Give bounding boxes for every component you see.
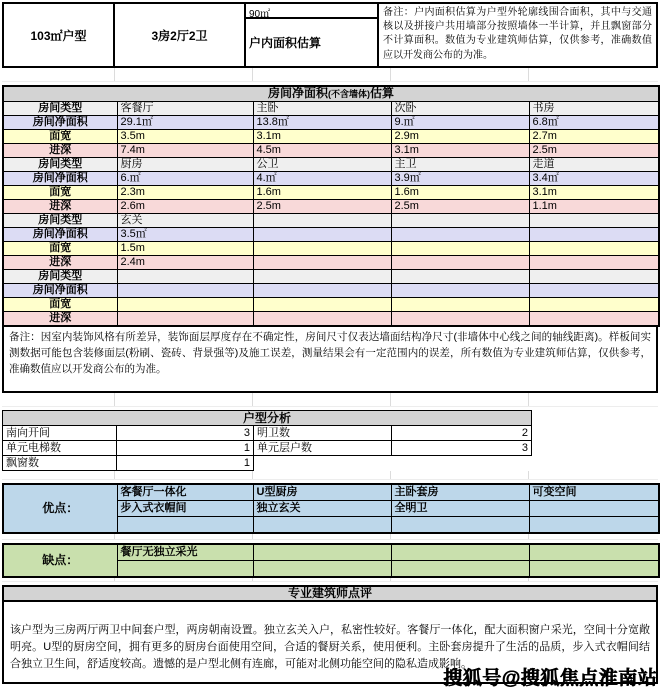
grid-gap	[2, 68, 658, 82]
analysis-label: 明卫数	[254, 426, 392, 441]
analysis-label: 飘窗数	[3, 456, 117, 471]
analysis-value: 3	[392, 441, 532, 456]
cell-depth	[529, 256, 659, 270]
cell-width: 2.3m	[117, 186, 253, 200]
gridline-vertical	[390, 393, 391, 406]
cell-room-type	[253, 270, 391, 284]
empty-cell	[254, 456, 392, 471]
cons-item	[253, 544, 391, 561]
row-label: 面宽	[3, 186, 117, 200]
gridline-vertical	[528, 578, 529, 581]
empty-cell	[392, 456, 532, 471]
cell-depth: 2.5m	[253, 200, 391, 214]
cell-depth: 2.6m	[117, 200, 253, 214]
cell-width: 2.9m	[391, 130, 529, 144]
gridline-vertical	[114, 471, 115, 479]
cell-net-area: 3.5㎡	[117, 228, 253, 242]
pros-item: 步入式衣帽间	[117, 501, 253, 517]
cell-room-type: 主卫	[391, 158, 529, 172]
cell-room-type: 客餐厅	[117, 102, 253, 116]
cell-width	[391, 242, 529, 256]
cell-room-type	[117, 270, 253, 284]
cell-width: 2.7m	[529, 130, 659, 144]
analysis-label: 南向开间	[3, 426, 117, 441]
gridline-vertical	[528, 471, 529, 479]
cell-net-area	[253, 228, 391, 242]
cell-depth: 7.4m	[117, 144, 253, 158]
measurement-note: 备注：因室内装饰风格有所差异，装饰面层厚度存在不确定性，房间尺寸仅表达墙面结构净尺寸(非墙体中心线之间的轴线距离)。样板间实测数据可能包含装修面层(粉刷、瓷砖、背景强等)及施工误差，测量结果会有一定范围内的误差，所有数值为专业建筑师估算，仅供参考，准确数值应以开发商公布的为准。	[2, 325, 658, 393]
cell-room-type	[391, 214, 529, 228]
watermark: 搜狐号@搜狐焦点淮南站	[442, 668, 657, 689]
analysis-value: 1	[117, 456, 254, 471]
gridline-vertical	[252, 471, 253, 479]
cell-net-area	[391, 228, 529, 242]
cell-width: 1.5m	[117, 242, 253, 256]
cell-room-type: 公卫	[253, 158, 391, 172]
grid-gap	[2, 471, 658, 480]
pros-item	[253, 517, 391, 534]
pros-item	[529, 501, 659, 517]
cons-label: 缺点：	[3, 544, 117, 577]
cell-room-type	[529, 214, 659, 228]
cell-depth	[391, 312, 529, 327]
analysis-label: 单元层户数	[254, 441, 392, 456]
cell-depth	[253, 256, 391, 270]
area-estimate-cell	[246, 4, 379, 66]
gridline-vertical	[390, 578, 391, 581]
cell-depth: 2.5m	[529, 144, 659, 158]
review-title: 专业建筑师点评	[2, 585, 658, 602]
area-label: 户内面积估算	[249, 36, 322, 50]
top-header	[2, 2, 658, 68]
gridline-vertical	[528, 393, 529, 406]
cell-room-type	[529, 270, 659, 284]
cell-depth	[117, 312, 253, 327]
cell-net-area: 3.4㎡	[529, 172, 659, 186]
cell-net-area: 3.9㎡	[391, 172, 529, 186]
cell-net-area: 4.㎡	[253, 172, 391, 186]
pros-item	[391, 517, 529, 534]
layout-cell: 3房2厅2卫	[115, 4, 246, 66]
pros-item	[529, 517, 659, 534]
cell-depth: 4.5m	[253, 144, 391, 158]
cell-width: 1.6m	[253, 186, 391, 200]
cons-item	[391, 544, 529, 561]
cons-item	[529, 561, 659, 578]
gridline-vertical	[114, 68, 115, 81]
pros-item: U型厨房	[253, 484, 391, 501]
cell-width: 3.1m	[529, 186, 659, 200]
cell-room-type: 厨房	[117, 158, 253, 172]
pros-item: 可变空间	[529, 484, 659, 501]
analysis-value: 1	[117, 441, 254, 456]
cell-width: 3.5m	[117, 130, 253, 144]
cell-room-type: 次卧	[391, 102, 529, 116]
cell-width: 1.6m	[391, 186, 529, 200]
cell-width	[391, 298, 529, 312]
cell-depth	[253, 312, 391, 327]
row-label: 进深	[3, 200, 117, 214]
pros-table	[2, 483, 660, 534]
grid-gap	[2, 578, 658, 582]
cons-item	[253, 561, 391, 578]
cell-net-area: 9.㎡	[391, 116, 529, 130]
gridline-vertical	[252, 534, 253, 539]
gridline-vertical	[114, 393, 115, 406]
cons-item	[391, 561, 529, 578]
pros-item: 客餐厅一体化	[117, 484, 253, 501]
pros-item: 独立玄关	[253, 501, 391, 517]
review-text: 该户型为三房两厅两卫中间套户型，两房朝南设置。独立玄关入户，私密性较好。客餐厅一体化，配大面积窗户采光，空间十分宽敞明亮。U型的厨房空间，拥有更多的厨房台面使用空间，合适的餐厨关系，使用便利。主卧套房提升了生活的品质，步入式衣帽间结合独立卫生间，舒适度较高。遗憾的是户型北侧有连廊，可能对北侧功能空间的隐私造成影响。	[2, 600, 658, 684]
cell-net-area	[253, 284, 391, 298]
grid-gap	[2, 393, 658, 407]
grid-gap	[2, 534, 658, 540]
row-label: 面宽	[3, 242, 117, 256]
cell-room-type	[253, 214, 391, 228]
row-label: 进深	[3, 256, 117, 270]
gridline-vertical	[252, 578, 253, 581]
room-table-title	[3, 86, 659, 102]
row-label: 房间净面积	[3, 172, 117, 186]
cell-room-type: 走道	[529, 158, 659, 172]
cell-depth: 1.1m	[529, 200, 659, 214]
cell-net-area: 6.8㎡	[529, 116, 659, 130]
cell-depth: 3.1m	[391, 144, 529, 158]
row-label: 面宽	[3, 130, 117, 144]
cons-item	[117, 561, 253, 578]
row-label: 面宽	[3, 298, 117, 312]
row-label: 房间类型	[3, 158, 117, 172]
pros-label: 优点：	[3, 484, 117, 533]
row-label: 进深	[3, 144, 117, 158]
row-label: 房间净面积	[3, 116, 117, 130]
analysis-value: 2	[392, 426, 532, 441]
analysis-title: 户型分析	[3, 411, 532, 426]
analysis-table	[2, 410, 532, 471]
area-value: 90㎡	[246, 4, 377, 19]
gridline-vertical	[252, 393, 253, 406]
cell-net-area: 29.1㎡	[117, 116, 253, 130]
cell-width	[529, 242, 659, 256]
cell-width: 3.1m	[253, 130, 391, 144]
cell-depth: 2.4m	[117, 256, 253, 270]
gridline-vertical	[390, 68, 391, 81]
gridline-vertical	[390, 471, 391, 479]
cell-depth: 2.5m	[391, 200, 529, 214]
cell-net-area	[529, 228, 659, 242]
cell-room-type: 玄关	[117, 214, 253, 228]
unit-type-cell: 103㎡户型	[4, 4, 115, 66]
row-label: 房间净面积	[3, 284, 117, 298]
cell-room-type: 主卧	[253, 102, 391, 116]
cons-table	[2, 543, 660, 578]
cons-item: 餐厅无独立采光	[117, 544, 253, 561]
cell-width	[253, 242, 391, 256]
pros-item: 全明卫	[391, 501, 529, 517]
cell-net-area	[117, 284, 253, 298]
cell-room-type: 书房	[529, 102, 659, 116]
analysis-label: 单元电梯数	[3, 441, 117, 456]
title-main: 房间净面积	[268, 86, 329, 100]
cell-width	[117, 298, 253, 312]
gridline-vertical	[390, 534, 391, 539]
cell-room-type	[391, 270, 529, 284]
cell-depth	[529, 312, 659, 327]
pros-item: 主卧套房	[391, 484, 529, 501]
title-tail: 估算	[370, 86, 395, 100]
row-label: 房间类型	[3, 270, 117, 284]
gridline-vertical	[114, 534, 115, 539]
cell-net-area	[529, 284, 659, 298]
header-note: 备注：户内面积估算为户型外轮廓线围合面积，其中与交通核以及拼接户共用墙部分按照墙体一半计算，并且飘窗部分不计算面积。数值为专业建筑师估算，仅供参考，准确数值应以开发商公布的为准。	[383, 7, 652, 61]
gridline-vertical	[528, 68, 529, 81]
row-label: 房间净面积	[3, 228, 117, 242]
title-small: (不含墙体)	[328, 89, 371, 99]
cell-width	[529, 298, 659, 312]
room-area-table	[2, 85, 660, 327]
cell-width	[253, 298, 391, 312]
analysis-value: 3	[117, 426, 254, 441]
cell-net-area	[391, 284, 529, 298]
gridline-vertical	[114, 578, 115, 581]
row-label: 房间类型	[3, 102, 117, 116]
gridline-vertical	[252, 68, 253, 81]
cell-net-area: 13.8㎡	[253, 116, 391, 130]
pros-item	[117, 517, 253, 534]
cons-item	[529, 544, 659, 561]
cell-depth	[391, 256, 529, 270]
row-label: 房间类型	[3, 214, 117, 228]
gridline-vertical	[528, 534, 529, 539]
row-label: 进深	[3, 312, 117, 327]
cell-net-area: 6.㎡	[117, 172, 253, 186]
